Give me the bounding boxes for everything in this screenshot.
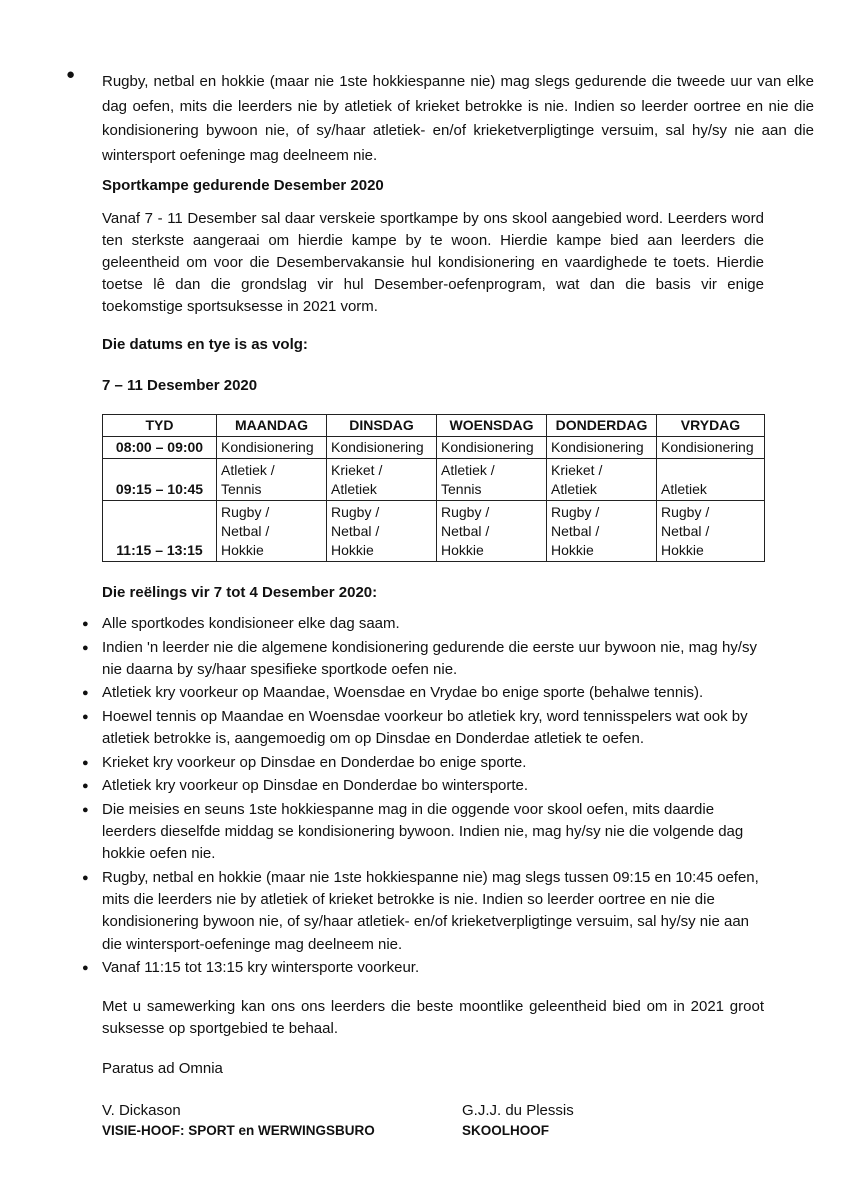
list-item: ● Hoewel tennis op Maandae en Woensdae voorkeur bo atletiek kry, word tennisspelers wat ook by atletiek betrokke is, aangemoedig om op Dinsdae en Donderdae atletiek te oefen.: [78, 706, 772, 750]
time-cell: 09:15 – 10:45: [103, 459, 217, 501]
list-item: ● Indien 'n leerder nie die algemene kondisionering gedurende die eerste uur bywoon nie, mag hy/sy nie daarna by sy/haar spesifieke sportkode oefen nie.: [78, 637, 772, 681]
rules-heading: Die reëlings vir 7 tot 4 Desember 2020:: [102, 584, 378, 601]
activity-cell: Rugby / Netbal / Hokkie: [657, 501, 765, 562]
header-cell: VRYDAG: [657, 415, 765, 437]
rules-list: [78, 613, 772, 981]
camps-heading: Sportkampe gedurende Desember 2020: [102, 177, 384, 194]
time-cell: 08:00 – 09:00: [103, 437, 217, 459]
intro-bullet-text: Rugby, netbal en hokkie (maar nie 1ste hokkiespanne nie) mag slegs gedurende die tweede uur van elke dag oefen, mits die leerders nie by atletiek of krieket betrokke is nie. Indien so leerder oortree en nie die kondisionering bywoon nie, of sy/haar atletiek- en/of krieketverpligtinge versuim, sal hy/sy nie aan die wintersport oefeninge mag deelneem nie.: [102, 73, 814, 164]
signatory-name-right: G.J.J. du Plessis: [462, 1102, 574, 1119]
activity-cell: Rugby / Netbal / Hokkie: [547, 501, 657, 562]
activity-cell: Rugby / Netbal / Hokkie: [217, 501, 327, 562]
activity-cell: Krieket / Atletiek: [547, 459, 657, 501]
header-cell: DONDERDAG: [547, 415, 657, 437]
header-cell: DINSDAG: [327, 415, 437, 437]
list-item: ● Atletiek kry voorkeur op Maandae, Woensdae en Vrydae bo enige sporte (behalwe tennis).: [78, 682, 772, 704]
schedule-row: [103, 437, 765, 459]
signatory-title-right: SKOOLHOOF: [462, 1123, 549, 1138]
activity-cell: Rugby / Netbal / Hokkie: [327, 501, 437, 562]
activity-cell: Krieket / Atletiek: [327, 459, 437, 501]
activity-cell: Kondisionering: [547, 437, 657, 459]
dates-heading: Die datums en tye is as volg:: [102, 336, 308, 353]
list-item: ● Alle sportkodes kondisioneer elke dag saam.: [78, 613, 772, 635]
schedule-table: [102, 414, 765, 562]
schedule-row: [103, 501, 765, 562]
closing-paragraph: Met u samewerking kan ons ons leerders die beste moontlike geleentheid bied om in 2021 groot suksesse op sportgebied te behaal.: [102, 998, 764, 1037]
list-item: ● Atletiek kry voorkeur op Dinsdae en Donderdae bo wintersporte.: [78, 775, 772, 797]
activity-cell: Kondisionering: [437, 437, 547, 459]
signatory-title-left: VISIE-HOOF: SPORT en WERWINGSBURO: [102, 1123, 375, 1138]
signatory-name-left: V. Dickason: [102, 1102, 181, 1119]
header-cell: TYD: [103, 415, 217, 437]
activity-cell: Rugby / Netbal / Hokkie: [437, 501, 547, 562]
schedule-row: [103, 459, 765, 501]
list-item: ● Die meisies en seuns 1ste hokkiespanne mag in die oggende voor skool oefen, mits daardie leerders dieselfde middag se kondisionering bywoon. Indien nie, mag hy/sy nie die volgende dag hokkie oefen nie.: [78, 799, 772, 866]
activity-cell: Atletiek / Tennis: [217, 459, 327, 501]
list-item: ● Rugby, netbal en hokkie (maar nie 1ste hokkiespanne nie) mag slegs tussen 09:15 en 10:45 oefen, mits die leerders nie by atletiek of krieket betrokke is nie. Indien so leerder oortree en nie die kondisionering bywoon nie, of sy/haar atletiek- en/of krieketverpligtinge versuim, sal hy/sy nie aan die wintersport-oefeninge mag deelneem nie.: [78, 867, 772, 956]
header-cell: WOENSDAG: [437, 415, 547, 437]
time-cell: 11:15 – 13:15: [103, 501, 217, 562]
activity-cell: Atletiek: [657, 459, 765, 501]
activity-cell: Atletiek / Tennis: [437, 459, 547, 501]
list-item: ● Krieket kry voorkeur op Dinsdae en Donderdae bo enige sporte.: [78, 752, 772, 774]
bullet-marker: ●: [66, 66, 76, 83]
list-item: ● Vanaf 11:15 tot 13:15 kry wintersporte voorkeur.: [78, 957, 772, 979]
header-cell: MAANDAG: [217, 415, 327, 437]
activity-cell: Kondisionering: [657, 437, 765, 459]
week-heading: 7 – 11 Desember 2020: [102, 377, 258, 394]
motto: Paratus ad Omnia: [102, 1060, 223, 1077]
activity-cell: Kondisionering: [217, 437, 327, 459]
schedule-header-row: [103, 415, 765, 437]
camps-body: Vanaf 7 - 11 Desember sal daar verskeie sportkampe by ons skool aangebied word. Leerders word ten sterkste aangeraai om hierdie kampe by te woon. Hierdie kampe bied aan leerders die geleentheid om voor die Desembervakansie hul kondisionering en vaardighede te toets. Hierdie toetse lê dan die grondslag vir hul Desember-oefenprogram, wat dan die basis vir enige toekomstige sportsuksesse in 2021 vorm.: [102, 210, 764, 315]
activity-cell: Kondisionering: [327, 437, 437, 459]
